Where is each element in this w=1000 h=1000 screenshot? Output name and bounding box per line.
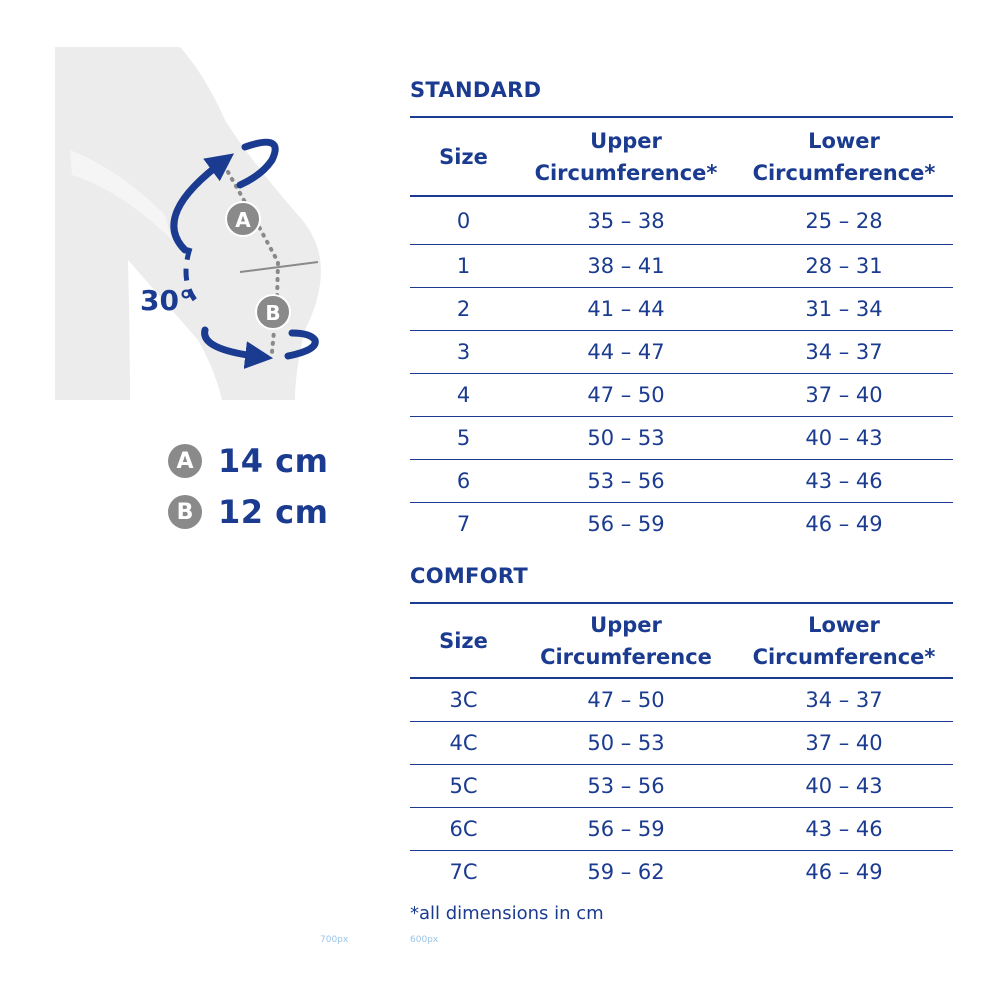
lower-cell: 37 – 40 [735, 722, 953, 765]
standard-title: STANDARD [410, 78, 542, 102]
comfort-header-row [410, 603, 953, 678]
size-cell: 7C [449, 860, 478, 884]
leg-silhouette [55, 47, 321, 400]
upper-cell: 47 – 50 [517, 374, 735, 417]
comfort-header-lower: Lower Circumference* [735, 603, 953, 678]
lower-cell: 40 – 43 [735, 417, 953, 460]
upper-cell: 38 – 41 [517, 245, 735, 288]
size-cell: 5C [410, 765, 517, 808]
point-a-label: A [235, 208, 251, 232]
size-cell: 6C [410, 808, 517, 851]
upper-cell: 47 – 50 [517, 678, 735, 722]
lower-cell: 28 – 31 [735, 245, 953, 288]
table-row [410, 722, 953, 765]
size-cell: 3 [410, 331, 517, 374]
upper-cell: 56 – 59 [587, 512, 665, 536]
table-row [410, 503, 953, 546]
upper-cell: 50 – 53 [517, 722, 735, 765]
comfort-header-upper: Upper Circumference [517, 603, 735, 678]
angle-label: 30° [140, 284, 193, 317]
lower-cell: 46 – 49 [805, 512, 883, 536]
lower-cell: 34 – 37 [735, 678, 953, 722]
legend-badge-b: B [168, 495, 202, 529]
point-b-label: B [265, 301, 281, 325]
standard-header-upper: Upper Circumference* [517, 117, 735, 196]
comfort-title: COMFORT [410, 564, 529, 588]
upper-cell: 53 – 56 [517, 460, 735, 503]
lower-cell: 34 – 37 [735, 331, 953, 374]
comfort-size-table [410, 602, 953, 893]
standard-header-lower: Lower Circumference* [735, 117, 953, 196]
table-row [410, 460, 953, 503]
table-row [410, 331, 953, 374]
table-row [410, 851, 953, 894]
lower-cell: 40 – 43 [735, 765, 953, 808]
standard-size-table [410, 116, 953, 545]
lower-cell: 37 – 40 [735, 374, 953, 417]
size-cell: 5 [410, 417, 517, 460]
lower-cell: 25 – 28 [735, 196, 953, 245]
lower-cell: 43 – 46 [735, 808, 953, 851]
upper-cell: 59 – 62 [587, 860, 665, 884]
table-row [410, 288, 953, 331]
size-cell: 0 [410, 196, 517, 245]
upper-cell: 41 – 44 [517, 288, 735, 331]
legend-badge-a: A [168, 444, 202, 478]
table-row [410, 417, 953, 460]
size-cell: 4C [410, 722, 517, 765]
knee-measurement-illustration [0, 0, 380, 420]
px-note-right: 600px [410, 935, 439, 945]
size-cell: 1 [410, 245, 517, 288]
table-row [410, 196, 953, 245]
upper-cell: 44 – 47 [517, 331, 735, 374]
size-cell: 4 [410, 374, 517, 417]
table-row [410, 374, 953, 417]
upper-cell: 56 – 59 [517, 808, 735, 851]
table-row [410, 808, 953, 851]
comfort-header-size: Size [410, 603, 517, 678]
standard-header-row [410, 117, 953, 196]
standard-header-size: Size [410, 117, 517, 196]
lower-cell: 43 – 46 [735, 460, 953, 503]
footnote: *all dimensions in cm [410, 903, 604, 924]
table-row [410, 678, 953, 722]
legend-value-a: 14 cm [218, 442, 329, 480]
lower-cell: 46 – 49 [805, 860, 883, 884]
size-cell: 7 [456, 512, 471, 536]
upper-cell: 50 – 53 [517, 417, 735, 460]
size-cell: 2 [410, 288, 517, 331]
legend-row-a [168, 442, 328, 480]
lower-cell: 31 – 34 [735, 288, 953, 331]
size-cell: 3C [410, 678, 517, 722]
table-row [410, 765, 953, 808]
upper-cell: 35 – 38 [517, 196, 735, 245]
size-cell: 6 [410, 460, 517, 503]
px-note-left: 700px [320, 935, 349, 945]
upper-cell: 53 – 56 [517, 765, 735, 808]
legend-value-b: 12 cm [218, 493, 329, 531]
legend-row-b [168, 493, 328, 531]
table-row [410, 245, 953, 288]
